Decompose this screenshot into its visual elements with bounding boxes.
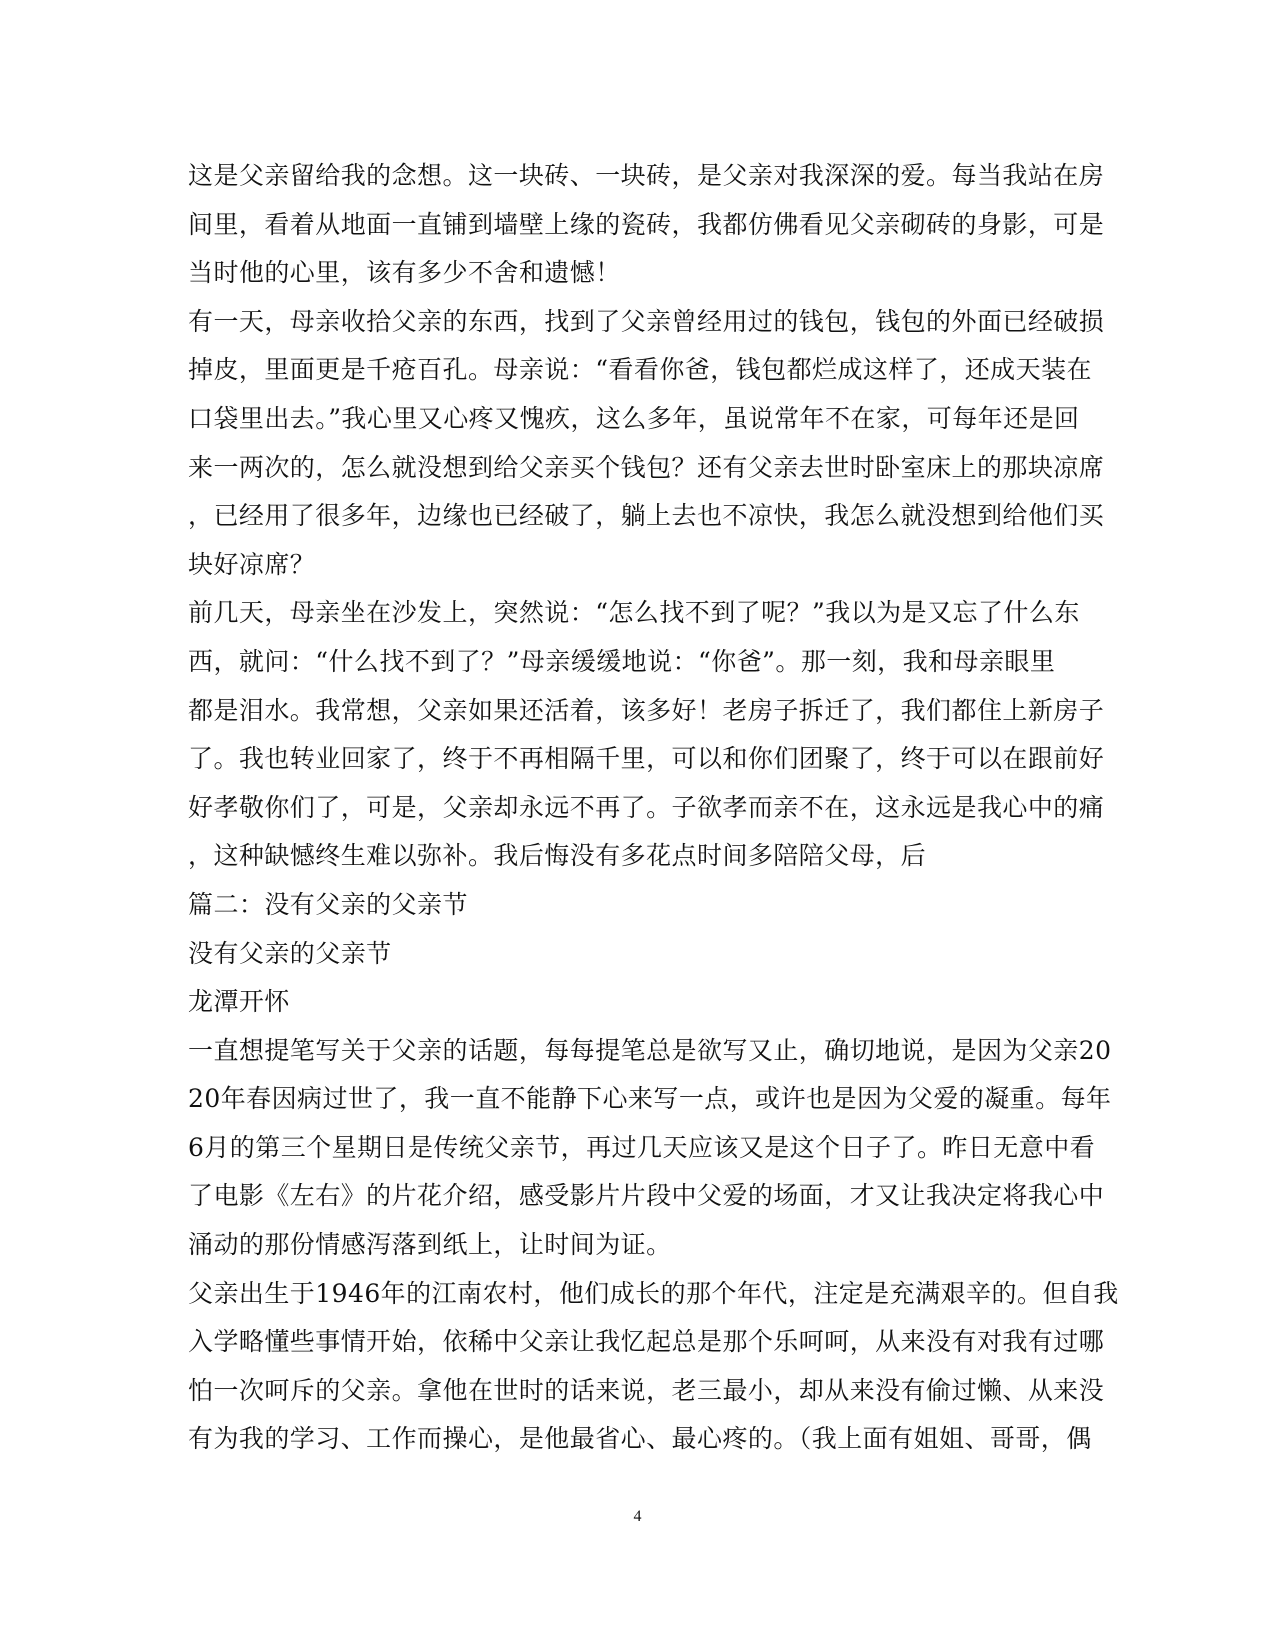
text-line: 好孝敬你们了，可是，父亲却永远不再了。子欲孝而亲不在，这永远是我心中的痛 [188,792,1105,822]
text-line: 龙潭开怀 [188,987,290,1017]
text-line: 一直想提笔写关于父亲的话题，每每提笔总是欲写又止，确切地说，是因为父亲20 [188,1035,1112,1065]
text-line: ，已经用了很多年，边缘也已经破了，躺上去也不凉快，我怎么就没想到给他们买 [188,501,1105,531]
text-line: 都是泪水。我常想，父亲如果还活着，该多好！老房子拆迁了，我们都住上新房子 [188,695,1105,725]
text-line: 掉皮，里面更是千疮百孔。母亲说：“看看你爸，钱包都烂成这样了，还成天装在 [188,355,1092,385]
text-line: 涌动的那份情感泻落到纸上，让时间为证。 [188,1230,672,1260]
text-line: 没有父亲的父亲节 [188,938,392,968]
page-number: 4 [633,1508,642,1525]
text-line: 块好凉席？ [188,549,316,579]
text-line: 有为我的学习、工作而操心，是他最省心、最心疼的。（我上面有姐姐、哥哥，偶 [188,1424,1092,1454]
text-line: ，这种缺憾终生难以弥补。我后悔没有多花点时间多陪陪父母，后 [188,841,927,871]
text-line: 了电影《左右》的片花介绍，感受影片片段中父爱的场面，才又让我决定将我心中 [188,1181,1105,1211]
text-line: 篇二：没有父亲的父亲节 [188,889,468,919]
body-text [188,152,1119,1464]
text-line: 有一天，母亲收拾父亲的东西，找到了父亲曾经用过的钱包，钱包的外面已经破损 [188,306,1105,336]
text-line: 当时他的心里，该有多少不舍和遗憾！ [188,258,621,288]
text-line: 西，就问：“什么找不到了？”母亲缓缓地说：“你爸”。那一刻，我和母亲眼里 [188,646,1056,676]
text-line: 父亲出生于1946年的江南农村，他们成长的那个年代，注定是充满艰辛的。但自我 [188,1278,1119,1308]
text-line: 入学略懂些事情开始，依稀中父亲让我忆起总是那个乐呵呵，从来没有对我有过哪 [188,1327,1105,1357]
text-line: 来一两次的，怎么就没想到给父亲买个钱包？还有父亲去世时卧室床上的那块凉席 [188,452,1105,482]
text-line: 6月的第三个星期日是传统父亲节，再过几天应该又是这个日子了。昨日无意中看 [188,1132,1096,1162]
text-line: 怕一次呵斥的父亲。拿他在世时的话来说，老三最小，却从来没有偷过懒、从来没 [188,1375,1105,1405]
text-line: 间里，看着从地面一直铺到墙壁上缘的瓷砖，我都仿佛看见父亲砌砖的身影，可是 [188,209,1105,239]
text-line: 了。我也转业回家了，终于不再相隔千里，可以和你们团聚了，终于可以在跟前好 [188,744,1105,774]
text-line: 口袋里出去。”我心里又心疼又愧疚，这么多年，虽说常年不在家，可每年还是回 [188,403,1080,433]
text-line: 这是父亲留给我的念想。这一块砖、一块砖，是父亲对我深深的爱。每当我站在房 [188,161,1105,190]
text-line: 20年春因病过世了，我一直不能静下心来写一点，或许也是因为父爱的凝重。每年 [188,1084,1112,1114]
text-line: 前几天，母亲坐在沙发上，突然说：“怎么找不到了呢？”我以为是又忘了什么东 [188,598,1080,628]
